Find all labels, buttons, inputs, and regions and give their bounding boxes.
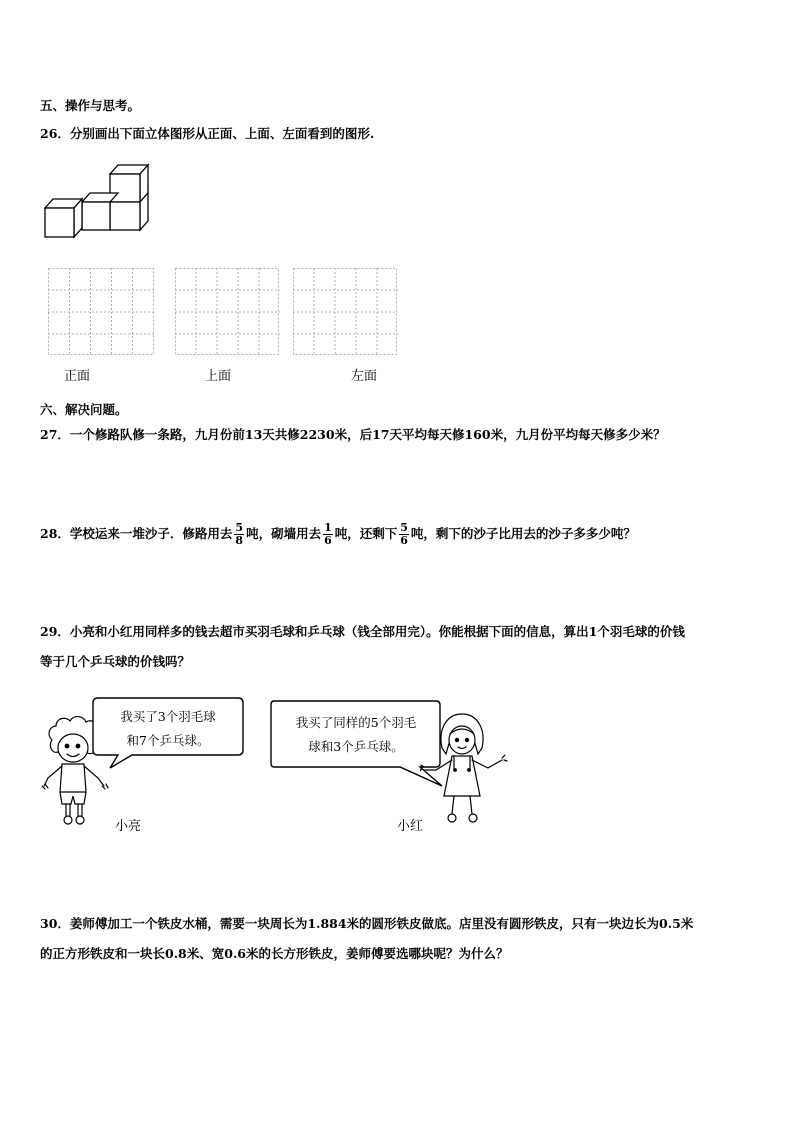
fraction-2-denominator: 6 xyxy=(324,534,332,547)
section-5-title: 五、操作与思考。 xyxy=(40,98,141,113)
name-xiaoliang: 小亮 xyxy=(115,819,142,834)
bubble-1-text xyxy=(96,705,240,753)
girl-xiaohong-illustration xyxy=(420,710,510,830)
left-view-label: 左面 xyxy=(351,369,378,384)
q28-part2: 吨，砌墙用去 xyxy=(246,526,322,541)
left-view-grid[interactable] xyxy=(293,268,398,356)
fraction-2 xyxy=(323,522,333,547)
name-xiaohong: 小红 xyxy=(397,819,424,834)
fraction-2-numerator: 1 xyxy=(324,521,332,534)
question-30-line1: 30．姜师傅加工一个铁皮水桶，需要一块周长为1.884米的圆形铁皮做底。店里没有圆形铁皮，只有一块边长为0.5米 xyxy=(40,916,694,931)
question-28 xyxy=(40,514,636,554)
section-6-title: 六、解决问题。 xyxy=(40,402,128,417)
question-29-line1: 29．小亮和小红用同样多的钱去超市买羽毛球和乒乓球（钱全部用完）。你能根据下面的信息，算出1个羽毛球的价钱 xyxy=(40,624,685,639)
fraction-3 xyxy=(399,522,409,547)
fraction-1-numerator: 5 xyxy=(235,521,244,534)
question-29-line2: 等于几个乒乓球的价钱吗？ xyxy=(40,654,191,669)
q28-part4: 吨，剩下的沙子比用去的沙子多多少吨？ xyxy=(410,526,636,541)
cube-figure xyxy=(40,160,155,245)
bubble-2-line-2: 球和3个乒乓球。 xyxy=(308,739,404,754)
front-view-grid[interactable] xyxy=(48,268,155,356)
fraction-1-denominator: 8 xyxy=(235,534,244,547)
fraction-3-denominator: 6 xyxy=(400,534,408,547)
top-view-label: 上面 xyxy=(205,369,232,384)
question-30-line2: 的正方形铁皮和一块长0.8米、宽0.6米的长方形铁皮，姜师傅要选哪块呢？为什么？ xyxy=(40,946,509,961)
question-27-text: 27．一个修路队修一条路，九月份前13天共修2230米，后17天平均每天修160米，九月份平均每天修多少米？ xyxy=(40,427,666,442)
q28-part3: 吨，还剩下 xyxy=(334,526,398,541)
front-view-label: 正面 xyxy=(64,369,91,384)
fraction-1 xyxy=(234,522,244,547)
fraction-3-numerator: 5 xyxy=(400,521,408,534)
top-view-grid[interactable] xyxy=(175,268,280,356)
bubble-2-text xyxy=(276,711,436,759)
q28-part1: 28．学校运来一堆沙子．修路用去 xyxy=(40,526,233,541)
bubble-2-line-1: 我买了同样的5个羽毛 xyxy=(295,715,417,730)
question-26-text: 26．分别画出下面立体图形从正面、上面、左面看到的图形. xyxy=(40,126,375,141)
bubble-1-line-2: 和7个乒乓球。 xyxy=(126,733,210,748)
bubble-1-line-1: 我买了3个羽毛球 xyxy=(120,709,216,724)
